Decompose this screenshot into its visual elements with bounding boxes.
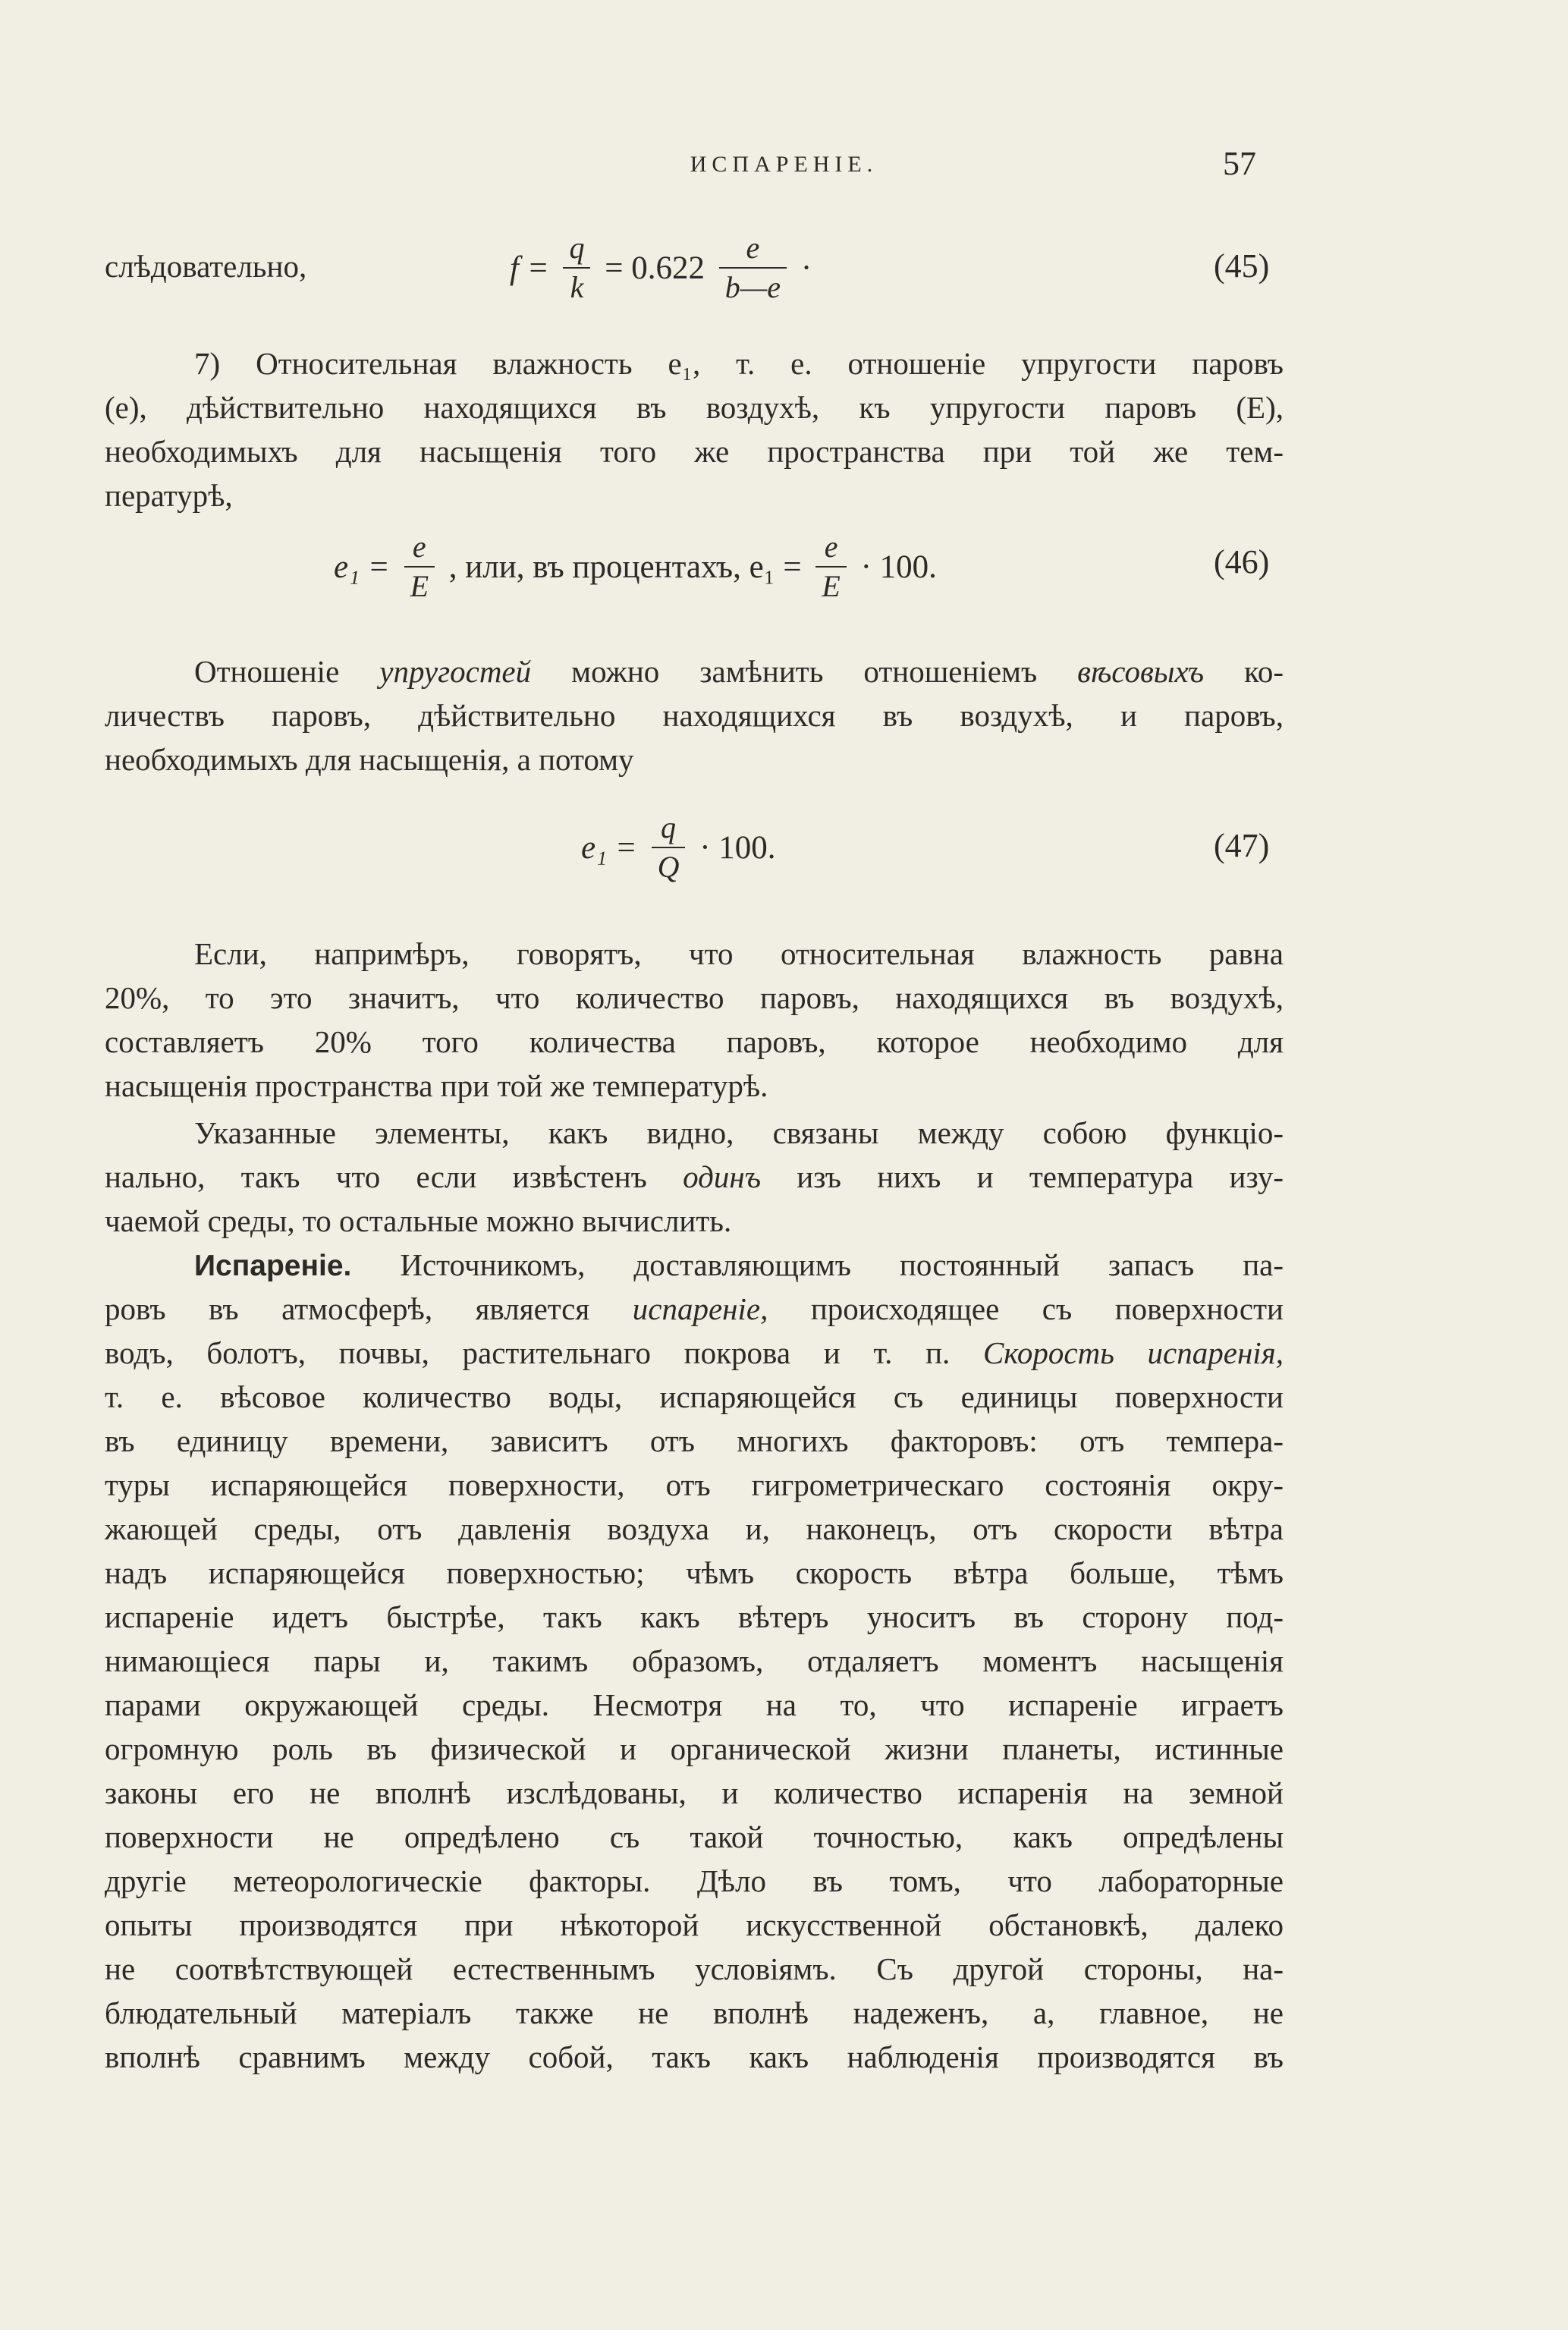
para-elements-line-2	[105, 1155, 1284, 1199]
para-ratio-emph-2: вѣсовыхъ	[1077, 654, 1204, 689]
section-heading-evaporation: Испареніе.	[194, 1250, 352, 1282]
para-evap-line-10: нимающіеся пары и, такимъ образомъ, отдаляетъ моментъ насыщенія	[105, 1643, 1284, 1678]
eq47-tail: · 100.	[699, 829, 776, 866]
page-number: 57	[1223, 145, 1256, 182]
para7-line-4: пературѣ,	[105, 478, 233, 513]
equation-number-45: (45)	[1214, 247, 1270, 285]
eq45-fraction-e-b-e	[719, 232, 787, 303]
para-evap-line-15: другіе метеорологическіе факторы. Дѣло въ томъ, что лабораторные	[105, 1863, 1284, 1898]
para-ratio-text-3: ко-	[1204, 654, 1284, 689]
eq45-frac2-numerator: e	[746, 231, 760, 265]
para-evap-text-2c: происходящее съ поверхности	[768, 1291, 1284, 1326]
para-elements-line-3: чаемой среды, то остальные можно вычислить.	[105, 1203, 732, 1238]
eq46-lhs: e₁ =	[334, 549, 390, 585]
para-ratio-text-2: можно замѣнить отношеніемъ	[531, 654, 1078, 689]
para-evap-line-5: въ единицу времени, зависитъ отъ многихъ факторовъ: отъ темпера-	[105, 1423, 1284, 1458]
para-elements-line-1: Указанные элементы, какъ видно, связаны между собою функціо-	[194, 1115, 1284, 1150]
para-elements-text-2: изъ нихъ и температура изу-	[761, 1159, 1284, 1194]
eq46-frac1-numerator: e	[412, 530, 426, 564]
eq47-lhs: e₁ =	[581, 829, 637, 866]
equation-number-46: (46)	[1214, 543, 1270, 580]
equation-45	[510, 232, 812, 303]
para-ratio-line-2: личествъ паровъ, дѣйствительно находящихся въ воздухѣ, и паровъ,	[105, 698, 1284, 733]
para-example-line-4: насыщенія пространства при той же температурѣ.	[105, 1068, 768, 1103]
eq46-fraction-1	[404, 531, 435, 602]
eq45-frac1-numerator: q	[569, 231, 585, 265]
eq47-denominator: Q	[652, 847, 686, 883]
para-evap-line-2	[105, 1287, 1284, 1331]
para-evap-line-8: надъ испаряющейся поверхностью; чѣмъ скорость вѣтра больше, тѣмъ	[105, 1555, 1284, 1590]
para7-line-3: необходимыхъ для насыщенія того же пространства при той же тем-	[105, 434, 1284, 469]
para7-line-2: (e), дѣйствительно находящихся въ воздухѣ, къ упругости паровъ (E),	[105, 390, 1284, 425]
para-evap-line-17: не соотвѣтствующей естественнымъ условіямъ. Съ другой стороны, на-	[105, 1951, 1284, 1986]
running-title: ИСПАРЕНІЕ.	[690, 152, 878, 177]
para-ratio-line-3: необходимыхъ для насыщенія, а потому	[105, 742, 634, 777]
para-evap-line-4: т. е. вѣсовое количество воды, испаряющейся съ единицы поверхности	[105, 1379, 1284, 1414]
para-evap-line-14: поверхности не опредѣлено съ такой точностью, какъ опредѣлены	[105, 1819, 1284, 1854]
para7-line-1: 7) Относительная влажность e₁, т. е. отношеніе упругости паровъ	[194, 346, 1284, 381]
para-elements-text-1: нально, такъ что если извѣстенъ	[105, 1159, 683, 1194]
eq46-frac2-denominator: E	[815, 566, 846, 602]
para-evap-emph-1: испареніе,	[632, 1291, 768, 1326]
eq46-fraction-2	[815, 531, 846, 602]
para-evap-line-7: жающей среды, отъ давленія воздуха и, наконецъ, отъ скорости вѣтра	[105, 1511, 1284, 1546]
para-evap-text-1: Источникомъ, доставляющимъ постоянный запасъ па-	[351, 1247, 1284, 1282]
eq45-frac2-denominator: b—e	[719, 267, 787, 303]
eq46-frac2-numerator: e	[824, 530, 838, 564]
para-evap-line-13: законы его не вполнѣ изслѣдованы, и количество испаренія на земной	[105, 1775, 1284, 1810]
para-evap-line-6: туры испаряющейся поверхности, отъ гигрометрическаго состоянія окру-	[105, 1467, 1284, 1502]
para-evap-text-3a: водъ, болотъ, почвы, растительнаго покрова и т. п.	[105, 1335, 983, 1370]
para-evap-line-9: испареніе идетъ быстрѣе, такъ какъ вѣтеръ уноситъ въ сторону под-	[105, 1599, 1284, 1634]
para-elements-emph: одинъ	[683, 1159, 761, 1194]
para-evap-line-11: парами окружающей среды. Несмотря на то, что испареніе играетъ	[105, 1687, 1284, 1722]
eq46-frac1-denominator: E	[404, 566, 435, 602]
eq45-frac1-denominator: k	[563, 267, 590, 303]
para-example-line-2: 20%, то это значитъ, что количество паровъ, находящихся въ воздухѣ,	[105, 980, 1284, 1015]
para-ratio-line-1	[194, 649, 1284, 693]
para-evap-line-16: опыты производятся при нѣкоторой искусственной обстановкѣ, далеко	[105, 1907, 1284, 1942]
para-evap-text-2a: ровъ въ атмосферѣ, является	[105, 1291, 633, 1326]
eq47-numerator: q	[661, 810, 676, 844]
eq45-lhs: f =	[510, 250, 549, 286]
equation-46	[334, 531, 937, 602]
para-evap-line-18: блюдательный матеріалъ также не вполнѣ надеженъ, а, главное, не	[105, 1995, 1284, 2030]
para-ratio-emph-1: упругостей	[379, 654, 532, 689]
para-evap-line-1	[194, 1243, 1284, 1287]
para-evap-emph-2: Скорость испаренія,	[982, 1335, 1284, 1370]
eq46-middle: , или, въ процентахъ, e₁ =	[448, 549, 802, 585]
eq45-label: слѣдовательно,	[105, 249, 307, 284]
para-example-line-3: составляетъ 20% того количества паровъ, которое необходимо для	[105, 1024, 1284, 1059]
eq45-mid: = 0.622	[605, 250, 705, 286]
para-evap-line-12: огромную роль въ физической и органической жизни планеты, истинные	[105, 1731, 1284, 1766]
equation-47	[581, 812, 776, 883]
eq47-fraction	[652, 812, 686, 883]
eq46-tail: · 100.	[860, 549, 937, 585]
eq45-tail: ·	[800, 250, 812, 286]
para-example-line-1: Если, напримѣръ, говорятъ, что относительная влажность равна	[194, 936, 1284, 971]
para-evap-line-3	[105, 1331, 1284, 1375]
para-ratio-text-1: Отношеніе	[194, 654, 380, 689]
equation-number-47: (47)	[1214, 827, 1270, 864]
eq45-fraction-q-k	[563, 232, 590, 303]
para-evap-line-19: вполнѣ сравнимъ между собой, такъ какъ наблюденія производятся въ	[105, 2039, 1284, 2074]
